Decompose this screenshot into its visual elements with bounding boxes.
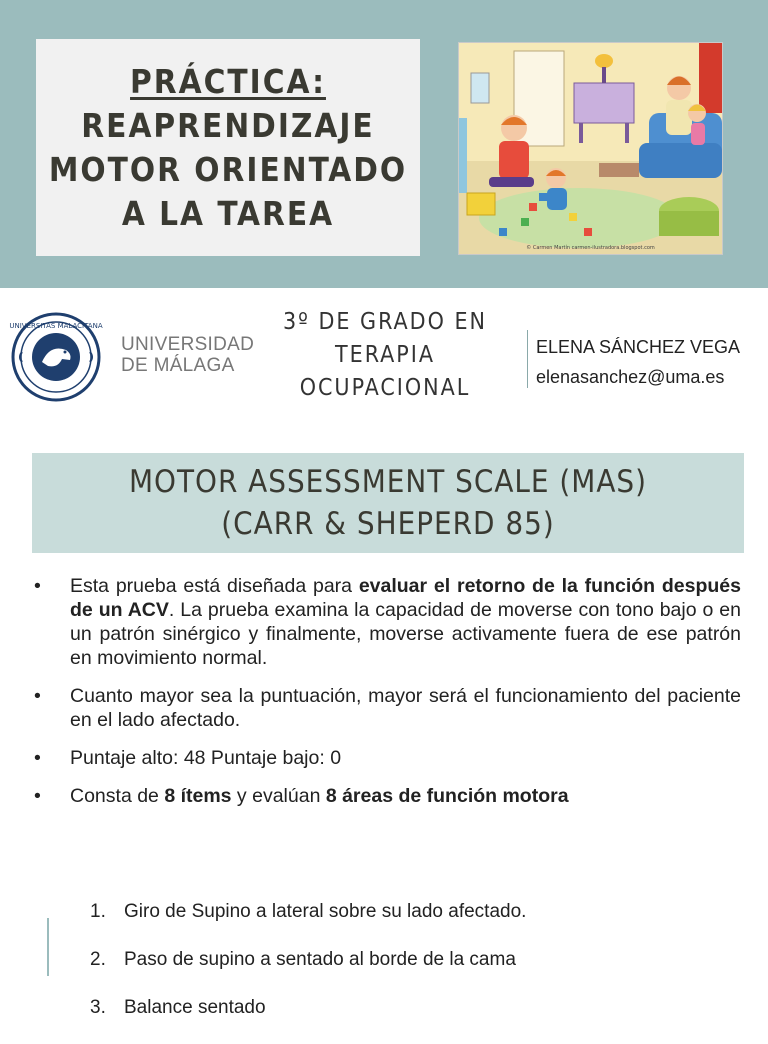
course-line-3: OCUPACIONAL xyxy=(299,375,471,401)
family-illustration xyxy=(458,42,723,255)
university-name-line-2: DE MÁLAGA xyxy=(121,355,235,376)
university-name-line-1: UNIVERSIDAD xyxy=(121,334,255,355)
numbered-list xyxy=(90,900,526,1044)
scale-title-line-2: (CARR & SHEPERD 85) xyxy=(221,506,555,542)
scale-title-line-1: MOTOR ASSESSMENT SCALE (MAS) xyxy=(128,464,648,500)
list-item: 1. Giro de Supino a lateral sobre su lado afectado. xyxy=(90,901,527,922)
illustration-credit: © Carmen Martín carmen-ilustradora.blogspot.com xyxy=(526,245,655,251)
scale-title-bar xyxy=(32,453,744,553)
accent-line xyxy=(47,918,49,976)
bullet-dot-icon: • xyxy=(34,685,41,707)
bullet-item: • Puntaje alto: 48 Puntaje bajo: 0 xyxy=(34,747,342,769)
bullet-list xyxy=(34,574,741,822)
divider-line xyxy=(527,330,528,388)
course-line-2: TERAPIA xyxy=(334,342,436,368)
title-box xyxy=(36,39,420,256)
title-line-3: MOTOR ORIENTADO xyxy=(48,149,408,189)
bullet-item: • Cuanto mayor sea la puntuación, mayor será el funcionamiento del paciente en el lado afectado. xyxy=(34,685,741,731)
list-item: 3. Balance sentado xyxy=(90,997,266,1018)
course-info xyxy=(268,306,502,405)
title-line-2: REAPRENDIZAJE xyxy=(81,105,375,145)
bullet-item: • Consta de 8 ítems y evalúan 8 áreas de función motora xyxy=(34,785,569,807)
title-line-1: PRÁCTICA: xyxy=(130,61,326,101)
author-email: elenasanchez@uma.es xyxy=(536,367,725,387)
bullet-dot-icon: • xyxy=(34,785,41,807)
title-line-4: A LA TAREA xyxy=(121,193,335,233)
bullet-dot-icon: • xyxy=(34,747,41,769)
course-line-1: 3º DE GRADO EN xyxy=(282,309,488,335)
author-info xyxy=(536,332,740,392)
list-item: 2. Paso de supino a sentado al borde de la cama xyxy=(90,949,516,970)
bullet-item: • Esta prueba está diseñada para evaluar el retorno de la función después de un ACV. La prueba examina la capacidad de moverse con tono bajo o en un patrón sinérgico y finalmente, moverse activamente fuera de ese patrón en movimiento normal. xyxy=(34,575,741,669)
seal-text: UNIVERSITAS MALACITANA xyxy=(9,322,103,330)
bullet-dot-icon: • xyxy=(34,575,41,597)
author-name: ELENA SÁNCHEZ VEGA xyxy=(536,337,741,357)
university-name xyxy=(121,334,254,376)
